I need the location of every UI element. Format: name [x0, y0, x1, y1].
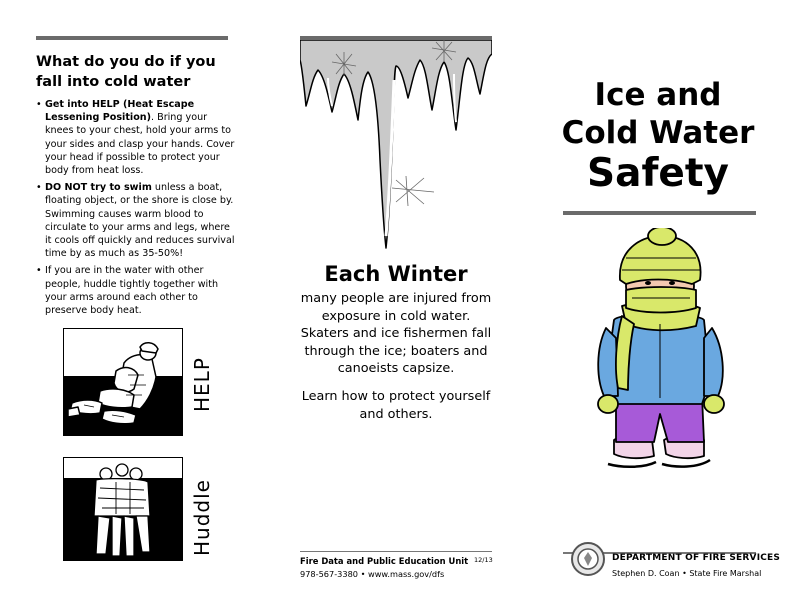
cold-child-illustration	[592, 228, 732, 488]
huddle-figure-drawing	[64, 458, 182, 560]
left-top-rule	[36, 36, 228, 40]
department-name: DEPARTMENT OF FIRE SERVICES	[612, 553, 781, 563]
middle-footer-rule	[300, 551, 492, 552]
cold-water-tips-list	[36, 98, 236, 321]
tip-help	[36, 98, 236, 177]
learn-protect-text: Learn how to protect yourself and others.	[301, 389, 491, 422]
help-label: HELP	[190, 357, 214, 412]
tip-huddle	[36, 264, 236, 317]
cold-water-heading: What do you do if you fall into cold water	[36, 54, 216, 90]
tip-help-text: . Bring your knees to your chest, hold your arms to your sides and clasp your hands. Cover your head if possible to protect your body from heat loss.	[45, 112, 235, 177]
each-winter-heading: Each Winter	[324, 262, 468, 286]
help-figure-drawing	[64, 329, 182, 435]
tip-no-swim	[36, 181, 236, 260]
huddle-label: Huddle	[190, 479, 214, 556]
unit-contact: 978-567-3380 • www.mass.gov/dfs	[300, 569, 445, 579]
icicles-illustration	[300, 40, 492, 260]
tip-no-swim-bold: DO NOT try to swim	[45, 182, 152, 194]
title-line-3: Safety	[587, 151, 729, 196]
tip-huddle-text: If you are in the water with other people, huddle tightly together with your arms around each other to preserve body heat.	[45, 265, 219, 317]
title-line-1: Ice and	[594, 77, 722, 113]
fire-marshal-line: Stephen D. Coan • State Fire Marshal	[612, 569, 762, 578]
help-position-illustration	[63, 328, 183, 436]
tip-help-bold: Get into HELP (Heat Escape Lessening Position)	[45, 99, 195, 124]
huddle-illustration	[63, 457, 183, 561]
each-winter-body: many people are injured from exposure in cold water. Skaters and ice fishermen fall through the ice; boaters and canoeists capsize.	[300, 291, 492, 377]
title-line-2: Cold Water	[561, 115, 755, 151]
brochure-title	[560, 76, 756, 196]
cold-child-drawing	[592, 228, 732, 488]
unit-name: Fire Data and Public Education Unit	[300, 556, 469, 566]
tip-no-swim-text: unless a boat, floating object, or the shore is close by. Swimming causes warm blood to circulate to your arms and legs, where it cools off quickly and reduces survival time by as much as 35-50%!	[45, 182, 235, 260]
icicles-drawing	[300, 40, 492, 260]
dfs-seal-drawing	[570, 541, 606, 577]
dfs-seal-icon	[570, 541, 606, 577]
right-title-rule	[563, 211, 756, 215]
publication-date: 12/13	[474, 556, 493, 564]
